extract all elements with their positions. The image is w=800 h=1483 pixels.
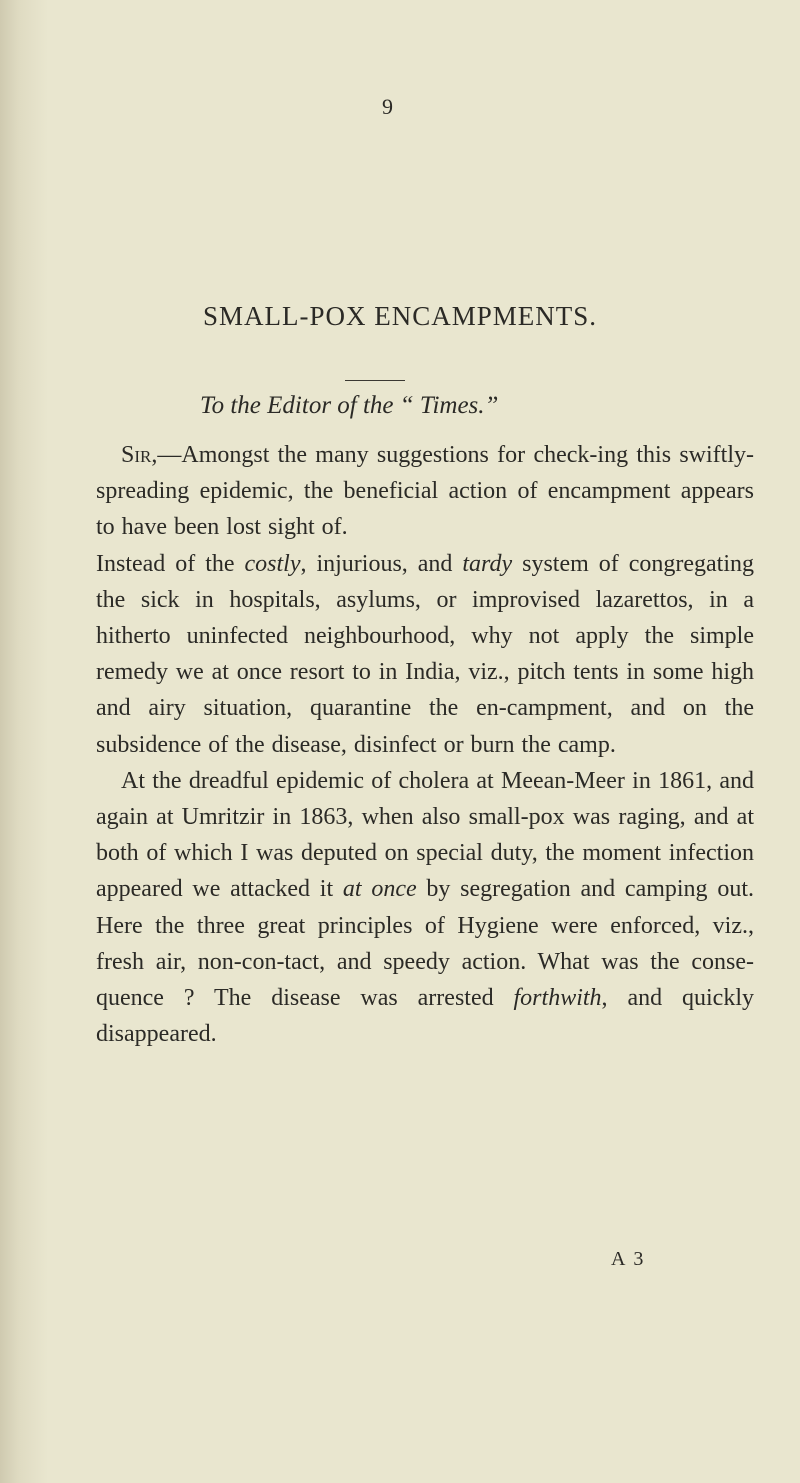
paragraph-1 bbox=[96, 437, 754, 546]
signature-mark: A 3 bbox=[611, 1248, 646, 1270]
paragraph-3 bbox=[96, 763, 754, 1053]
paragraph-3-text-b: by segregation and camping out. Here the three great principles of Hygiene were enforced, viz., fresh air, non-con-tact, and speedy action. What was the conse-quence ? The disease was arrested bbox=[96, 876, 754, 1012]
page-title: SMALL-POX ENCAMPMENTS. bbox=[202, 301, 598, 331]
emphasis-at-once: at once bbox=[342, 876, 417, 903]
paragraph-1-text: —Amongst the many suggestions for check-ing this swiftly-spreading epidemic, the beneficial action of encampment appears to have been lost sight of. bbox=[96, 442, 754, 541]
paragraph-2-text-b: , injurious, and bbox=[300, 550, 463, 577]
letter-address: To the Editor of the “ Times.” bbox=[200, 392, 499, 419]
title-divider bbox=[345, 380, 405, 381]
emphasis-forthwith: forthwith bbox=[513, 985, 602, 1012]
emphasis-costly: costly bbox=[244, 550, 301, 577]
salutation: Sir, bbox=[121, 442, 158, 468]
paragraph-2-text-a: Instead of the bbox=[96, 550, 245, 577]
paragraph-3-text-c: , and quickly disappeared. bbox=[96, 985, 754, 1048]
page-edge-shadow bbox=[0, 0, 48, 1483]
paragraph-3-text-a: At the dreadful epidemic of cholera at Meean-Meer in 1861, and again at Umritzir in 1863, when also small-pox was raging, and at both of which I was deputed on special duty, the moment infection appeared we attacked it bbox=[96, 767, 754, 903]
paragraph-2-text-c: system of congregating the sick in hospitals, asylums, or improvised lazarettos, in a hitherto uninfected neighbourhood, why not apply the simple remedy we at once resort to in India, viz., pitch tents in some high and airy situation, quarantine the en-campment, and on the subsidence of the disease, disinfect or burn the camp. bbox=[96, 550, 754, 758]
paragraph-2 bbox=[96, 546, 754, 763]
page-number: 9 bbox=[382, 94, 394, 119]
emphasis-tardy: tardy bbox=[462, 550, 513, 577]
letter-body bbox=[96, 437, 754, 1052]
